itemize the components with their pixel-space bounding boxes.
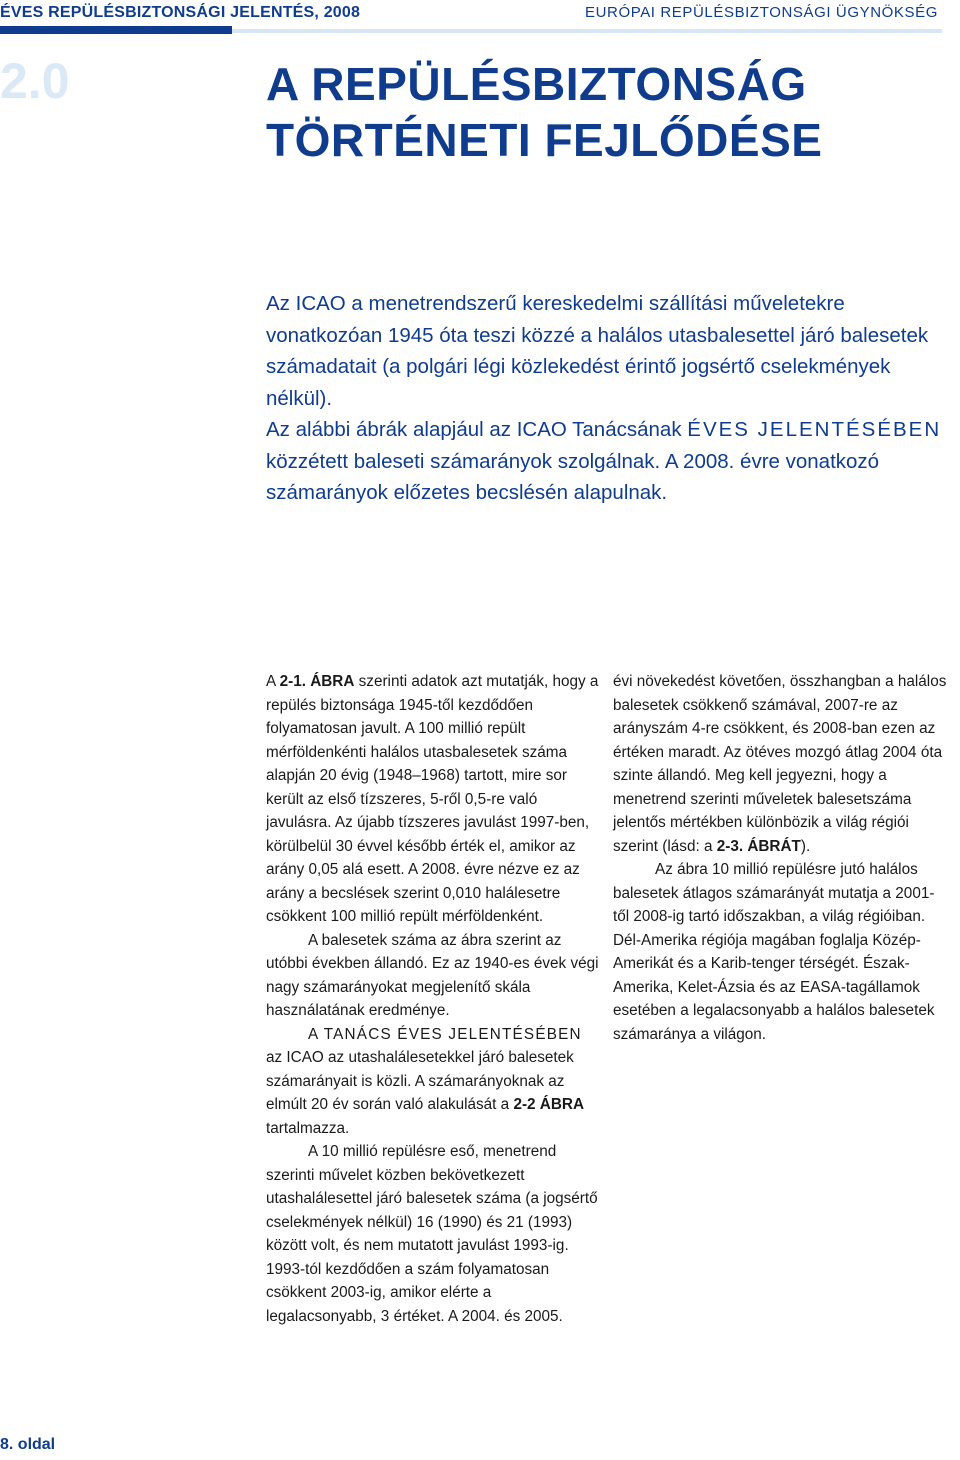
annual-report-reference: A TANÁCS ÉVES JELENTÉSÉBEN — [308, 1025, 582, 1043]
section-title — [266, 56, 946, 168]
body-paragraph — [266, 670, 601, 929]
section-number: 2.0 — [0, 53, 70, 109]
section-title-line-1: A REPÜLÉSBIZTONSÁG — [266, 58, 807, 110]
intro-line: számadatait (a polgári légi közlekedést érintő jogsértő cselekmények nélkül). — [266, 355, 891, 410]
body-text: az ICAO az utashalálesetekkel járó balesetek számarányait is közli. A számarányoknak az elmúlt 20 év során való alakulását a — [266, 1049, 574, 1113]
intro-paragraph — [266, 288, 946, 509]
left-column — [266, 670, 601, 1328]
figure-reference: 2-3. ÁBRÁT — [716, 837, 801, 855]
body-paragraph — [266, 1023, 601, 1141]
body-text: ). — [800, 837, 811, 855]
right-column — [613, 670, 948, 1046]
report-title: ÉVES REPÜLÉSBIZTONSÁGI JELENTÉS, 2008 — [0, 4, 361, 21]
intro-line: számarányok előzetes becslésén alapulnak. — [266, 481, 668, 504]
body-text: A — [266, 673, 280, 690]
page-number: 8. oldal — [0, 1436, 56, 1453]
intro-line: vonatkozóan 1945 óta teszi közzé a halálos utasbalesettel járó balesetek — [266, 323, 929, 347]
body-paragraph: A balesetek száma az ábra szerint az utóbbi években állandó. Ez az 1940-es évek végi nagy számarányokat megjelenítő skála használatának eredménye. — [266, 931, 599, 1019]
intro-line: Az ICAO a menetrendszerű kereskedelmi szállítási műveletekre — [266, 292, 845, 315]
annual-report-reference: ÉVES JELENTÉSÉBEN — [687, 418, 942, 441]
agency-name: EURÓPAI REPÜLÉSBIZTONSÁGI ÜGYNÖKSÉG — [584, 4, 938, 21]
figure-reference: 2-1. ÁBRA — [279, 673, 355, 690]
body-text: évi növekedést követően, összhangban a halálos balesetek csökkenő számával, 2007-re az arányszám 4-re csökkent, és 2008-ban ezen az értéken maradt. Az ötéves mozgó átlag 2004 óta szinte állandó. Meg kell jegyezni, hogy a menetrend szerinti műveletek balesetszáma jelentős mértékben különbözik a világ régiói szerint (lásd: a — [613, 673, 947, 855]
body-text: szerinti adatok azt mutatják, hogy a repülés biztonsága 1945-től kezdődően folyamatosan javult. A 100 millió repült mérföldenkénti halálos utasbalesetek száma alapján 20 évig (1948–1968) tartott, mire sor került az első tízszeres, 5-ről 0,5-re való javulásra. Az újabb tízszeres javulást 1997-ben, körülbelül 30 évvel később érték el, amikor az arány 0,05 alá esett. A 2008. évre nézve ez az arány a becslések szerint 0,010 halálesetre csökkent 100 millió repült mérföldenként. — [266, 673, 599, 925]
body-text: tartalmazza. — [266, 1119, 350, 1137]
intro-line: közzétett baleseti számarányok szolgálnak. A 2008. évre vonatkozó — [266, 449, 880, 473]
body-paragraph: A 10 millió repülésre eső, menetrend szerinti művelet közben bekövetkezett utashalálesettel járó balesetek száma (a jogsértő cselekmények nélkül) 16 (1990) és 21 (1993) között volt, és nem mutatott javulást 1993-ig. 1993-tól kezdődően a szám folyamatosan csökkent 2003-ig, amikor elérte a legalacsonyabb, 3 értéket. A 2004. és 2005. — [266, 1143, 598, 1325]
figure-reference: 2-2 ÁBRA — [513, 1096, 584, 1113]
body-paragraph — [613, 670, 948, 858]
intro-line — [266, 414, 946, 446]
header-bar-dark — [0, 26, 232, 34]
intro-text: Az alábbi ábrák alapjául az ICAO Tanácsának — [266, 418, 688, 441]
body-paragraph: Az ábra 10 millió repülésre jutó halálos balesetek átlagos számarányát mutatja a 2001-től 2008-ig tartó időszakban, a világ régióiban. Dél-Amerika régiója magában foglalja Közép-Amerikát és a Karib-tenger térségét. Észak-Amerika, Kelet-Ázsia és az EASA-tagállamok esetében a legalacsonyabb a halálos balesetek számaránya a világon. — [613, 861, 935, 1043]
section-title-line-2: TÖRTÉNETI FEJLŐDÉSE — [266, 114, 823, 166]
header-bar-light — [232, 29, 942, 33]
